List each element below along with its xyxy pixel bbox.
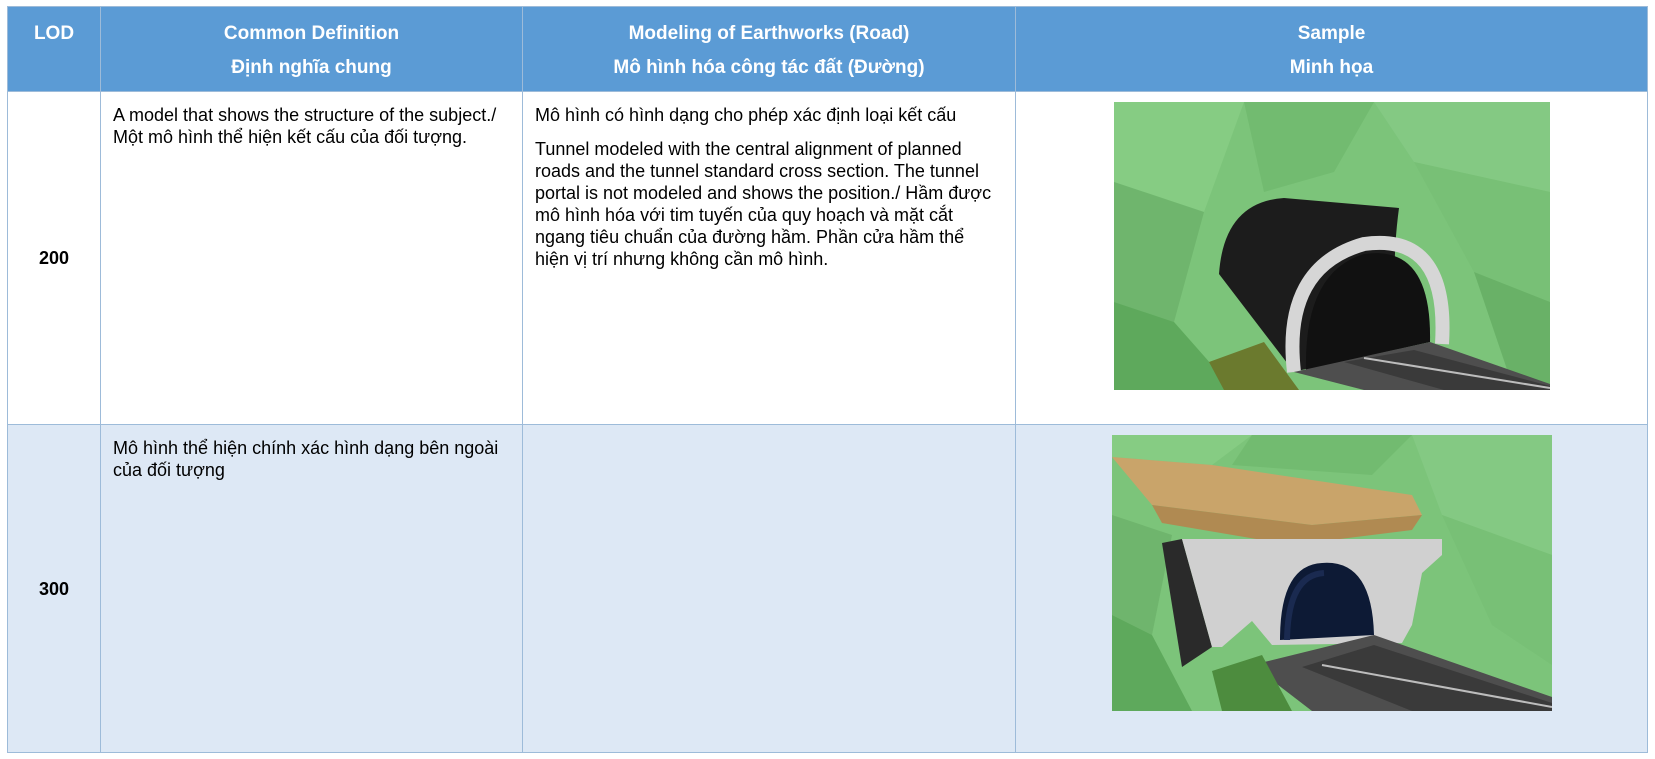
header-lod bbox=[8, 7, 101, 92]
header-modeling-en: Modeling of Earthworks (Road) bbox=[628, 23, 910, 44]
header-common-en: Common Definition bbox=[223, 23, 400, 44]
header-common-definition bbox=[101, 7, 523, 92]
tunnel-lod200-image bbox=[1114, 102, 1550, 390]
header-sample-vi: Minh họa bbox=[1289, 57, 1374, 78]
header-modeling-vi: Mô hình hóa công tác đất (Đường) bbox=[613, 57, 925, 78]
definition-cell bbox=[101, 92, 523, 425]
sample-cell bbox=[1016, 92, 1648, 425]
modeling-cell bbox=[523, 92, 1016, 425]
lod-table bbox=[7, 6, 1648, 753]
header-common-vi: Định nghĩa chung bbox=[231, 57, 392, 78]
header-sample-en: Sample bbox=[1297, 23, 1366, 44]
table-row-lod-200 bbox=[8, 92, 1648, 425]
definition-text: Mô hình thể hiện chính xác hình dạng bên ngoài của đối tượng bbox=[113, 438, 499, 480]
tunnel-lod300-image bbox=[1112, 435, 1552, 711]
table-row-lod-300 bbox=[8, 425, 1648, 753]
modeling-text-2: Tunnel modeled with the central alignment of planned roads and the tunnel standard cross section. The tunnel portal is not modeled and shows the position./ Hầm được mô hình hóa với tim tuyến của quy hoạch và mặt cắt ngang tiêu chuẩn của đường hầm. Phần cửa hầm thể hiện vị trí nhưng không cần mô hình. bbox=[535, 139, 992, 269]
lod-value: 300 bbox=[8, 425, 101, 753]
header-lod-label: LOD bbox=[33, 23, 75, 44]
definition-cell bbox=[101, 425, 523, 753]
header-modeling bbox=[523, 7, 1016, 92]
sample-cell bbox=[1016, 425, 1648, 753]
definition-text: A model that shows the structure of the subject./ Một mô hình thể hiện kết cấu của đối tượng. bbox=[113, 105, 497, 147]
lod-value: 200 bbox=[8, 92, 101, 425]
header-row bbox=[8, 7, 1648, 92]
modeling-cell bbox=[523, 425, 1016, 753]
modeling-text-1: Mô hình có hình dạng cho phép xác định loại kết cấu bbox=[535, 105, 957, 125]
header-sample bbox=[1016, 7, 1648, 92]
